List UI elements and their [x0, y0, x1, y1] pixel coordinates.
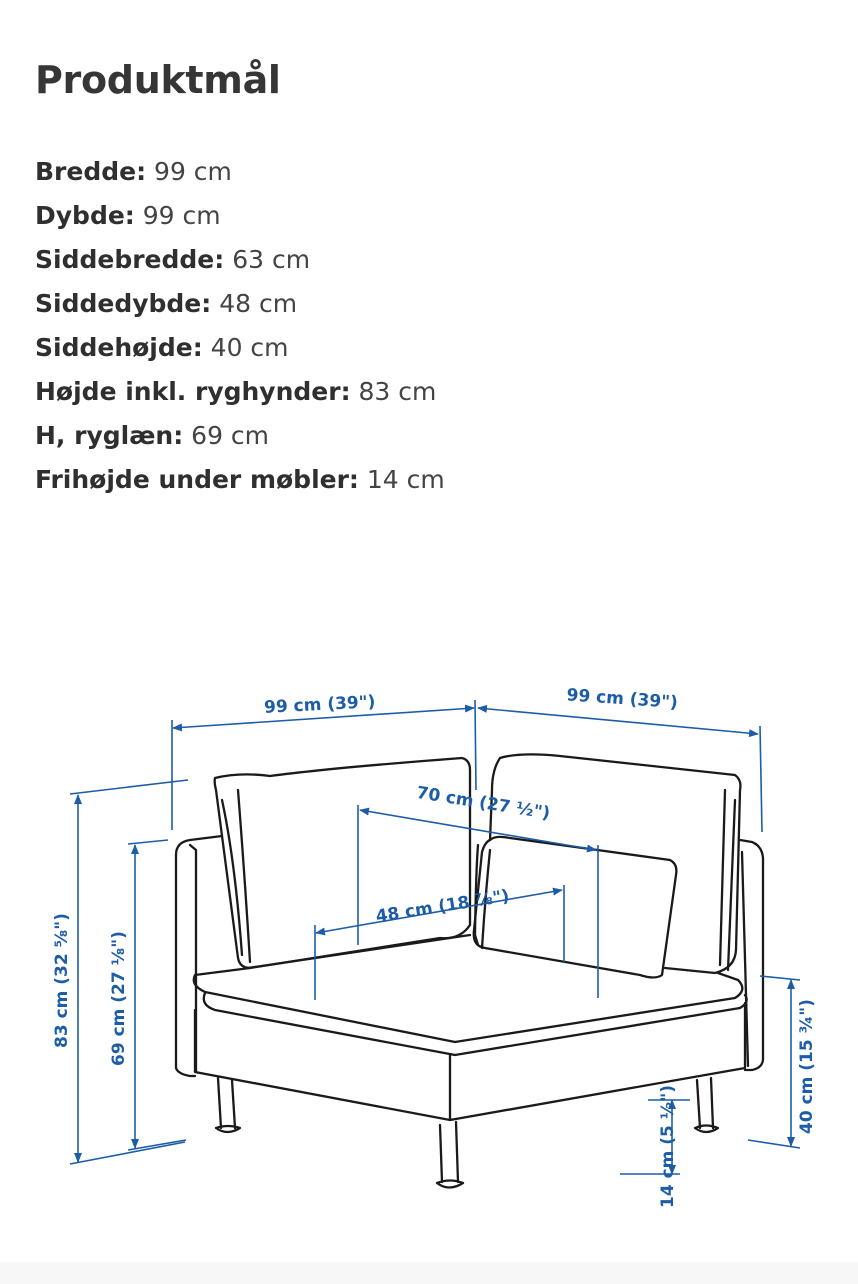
spec-value: 40 cm — [210, 333, 289, 362]
spec-label: Siddebredde: — [35, 245, 225, 274]
spec-label: Bredde: — [35, 157, 147, 186]
spec-item-siddebredde — [35, 238, 445, 282]
dim-label-height-69: 69 cm (27 ⅛") — [109, 931, 129, 1066]
spec-value: 48 cm — [219, 289, 298, 318]
spec-label: Siddehøjde: — [35, 333, 203, 362]
dim-label-width-right: 99 cm (39") — [565, 685, 679, 713]
dim-label-height-40: 40 cm (15 ¾") — [797, 999, 817, 1134]
spec-value: 83 cm — [358, 377, 437, 406]
bottom-bar — [0, 1262, 858, 1284]
spec-value: 99 cm — [142, 201, 221, 230]
dim-label-inner-70: 70 cm (27 ½") — [415, 782, 552, 824]
spec-label: Frihøjde under møbler: — [35, 465, 359, 494]
spec-list — [35, 150, 445, 502]
spec-item-hojde-ryghynder — [35, 370, 445, 414]
dim-label-width-left: 99 cm (39") — [263, 692, 376, 718]
spec-value: 14 cm — [366, 465, 445, 494]
spec-item-bredde — [35, 150, 445, 194]
spec-value: 99 cm — [154, 157, 232, 186]
dimension-diagram — [0, 640, 858, 1240]
spec-value: 69 cm — [191, 421, 270, 450]
spec-label: H, ryglæn: — [35, 421, 184, 450]
dim-label-inner-48: 48 cm (18 ⅞") — [374, 886, 511, 928]
dim-label-height-14: 14 cm (5 ½") — [658, 1084, 678, 1208]
spec-item-siddedybde — [35, 282, 445, 326]
spec-label: Dybde: — [35, 201, 135, 230]
spec-item-siddehojde — [35, 326, 445, 370]
spec-item-dybde — [35, 194, 445, 238]
page-title: Produktmål — [35, 58, 281, 102]
spec-label: Siddedybde: — [35, 289, 212, 318]
spec-value: 63 cm — [232, 245, 311, 274]
dim-label-height-83: 83 cm (32 ⅝") — [52, 913, 72, 1048]
spec-label: Højde inkl. ryghynder: — [35, 377, 351, 406]
spec-item-ryglaen — [35, 414, 445, 458]
spec-item-frihojde — [35, 458, 445, 502]
